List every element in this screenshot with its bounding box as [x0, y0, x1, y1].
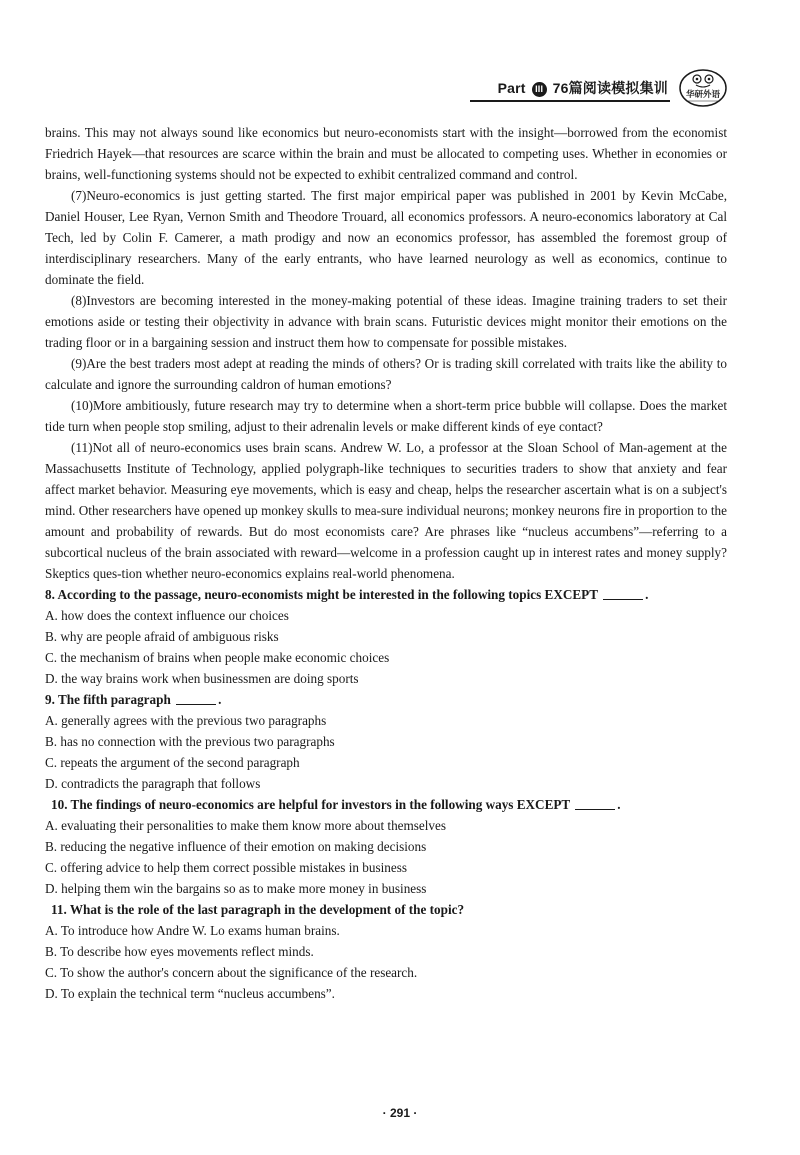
option-c: C. offering advice to help them correct possible mistakes in business	[45, 860, 407, 875]
option-b: B. To describe how eyes movements reflect minds.	[45, 944, 314, 959]
question-stem: 8. According to the passage, neuro-economists might be interested in the following topics EXCEPT .	[45, 587, 649, 602]
part-numeral-badge: III	[532, 82, 547, 97]
answer-blank	[575, 797, 615, 810]
option-c: C. repeats the argument of the second paragraph	[45, 755, 300, 770]
question-stem: 10. The findings of neuro-economics are helpful for investors in the following ways EXCEPT .	[51, 797, 621, 812]
option-d: D. To explain the technical term “nucleus accumbens”.	[45, 986, 335, 1001]
option-d: D. the way brains work when businessmen are doing sports	[45, 671, 359, 686]
main-content	[45, 122, 727, 1004]
header-part-label: Part	[497, 80, 526, 96]
question-8	[45, 584, 727, 689]
passage-paragraph-continued: brains. This may not always sound like economics but neuro-economists start with the insight—borrowed from the economist Friedrich Hayek—that resources are scarce within the brain and must be allocated to competing uses. Whether in economies or brains, well-functioning systems should not be expected to exhibit centralized command and control.	[45, 125, 727, 182]
question-10	[45, 794, 727, 899]
passage-paragraph-8: (8)Investors are becoming interested in the money-making potential of these ideas. Imagine training traders to set their emotions aside or testing their objectivity in advance with brain scans. Futuristic devices might monitor their emotions on the trading floor or in a bargaining session and instruct them how to compensate for possible mistakes.	[45, 293, 727, 350]
svg-text:华研外语: 华研外语	[685, 90, 721, 100]
passage-paragraph-9: (9)Are the best traders most adept at reading the minds of others? Or is trading skill correlated with traits like the ability to calculate and ignore the surrounding caldron of human emotions?	[45, 356, 727, 392]
option-a: A. evaluating their personalities to make them know more about themselves	[45, 818, 447, 833]
header-book-title: 76篇阅读模拟集训	[552, 80, 668, 96]
passage-paragraph-10: (10)More ambitiously, future research may try to determine when a short-term price bubble will collapse. Does the market tide turn when people stop smiling, adjust to their adrenalin levels or make different kinds of eye contact?	[45, 398, 727, 434]
answer-blank	[603, 587, 643, 600]
option-c: C. the mechanism of brains when people make economic choices	[45, 650, 390, 665]
option-a: A. how does the context influence our choices	[45, 608, 289, 623]
publisher-logo-icon	[678, 68, 728, 108]
passage-paragraph-7: (7)Neuro-economics is just getting started. The first major empirical paper was published in 2001 by Kevin McCabe, Daniel Houser, Lee Ryan, Vernon Smith and Theodore Trouard, all economics professors. A neuro-economics laboratory at Cal Tech, led by Colin F. Camerer, a math prodigy and now an economics professor, has assembled the foremost group of interdisciplinary researchers. Many of the early entrants, who have learned neurology as well as economics, continue to dominate the field.	[45, 188, 727, 287]
option-b: B. has no connection with the previous two paragraphs	[45, 734, 335, 749]
option-b: B. reducing the negative influence of their emotion on making decisions	[45, 839, 427, 854]
header-title-line	[498, 78, 668, 98]
question-stem: 9. The fifth paragraph .	[45, 692, 222, 707]
passage-paragraph-11: (11)Not all of neuro-economics uses brain scans. Andrew W. Lo, a professor at the Sloan School of Man-agement at the Massachusetts Institute of Technology, applied polygraph-like techniques to securities traders to show that anxiety and fear affect market behavior. Measuring eye movements, which is easy and cheap, helps the researcher ascertain what is on a subject's mind. Other researchers have opened up monkey skulls to mea-sure individual neurons; monkey neurons fire in proportion to the amount and probability of rewards. But do most economists care? Are phrases like “nucleus accumbens”—referring to a subcortical nucleus of the brain associated with reward—welcome in a profession caught up in interest rates and money supply? Skeptics ques-tion whether neuro-economics explains real-world phenomena.	[45, 440, 727, 581]
question-9	[45, 689, 727, 794]
option-a: A. generally agrees with the previous two paragraphs	[45, 713, 327, 728]
option-b: B. why are people afraid of ambiguous risks	[45, 629, 279, 644]
option-a: A. To introduce how Andre W. Lo exams human brains.	[45, 923, 340, 938]
option-c: C. To show the author's concern about the significance of the research.	[45, 965, 418, 980]
answer-blank	[176, 692, 216, 705]
header-rule	[470, 100, 670, 102]
question-stem: 11. What is the role of the last paragraph in the development of the topic?	[51, 902, 465, 917]
question-11	[45, 899, 727, 1004]
page-number: · 291 ·	[382, 1106, 418, 1120]
option-d: D. contradicts the paragraph that follows	[45, 776, 261, 791]
page-header	[470, 70, 730, 110]
option-d: D. helping them win the bargains so as to make more money in business	[45, 881, 427, 896]
